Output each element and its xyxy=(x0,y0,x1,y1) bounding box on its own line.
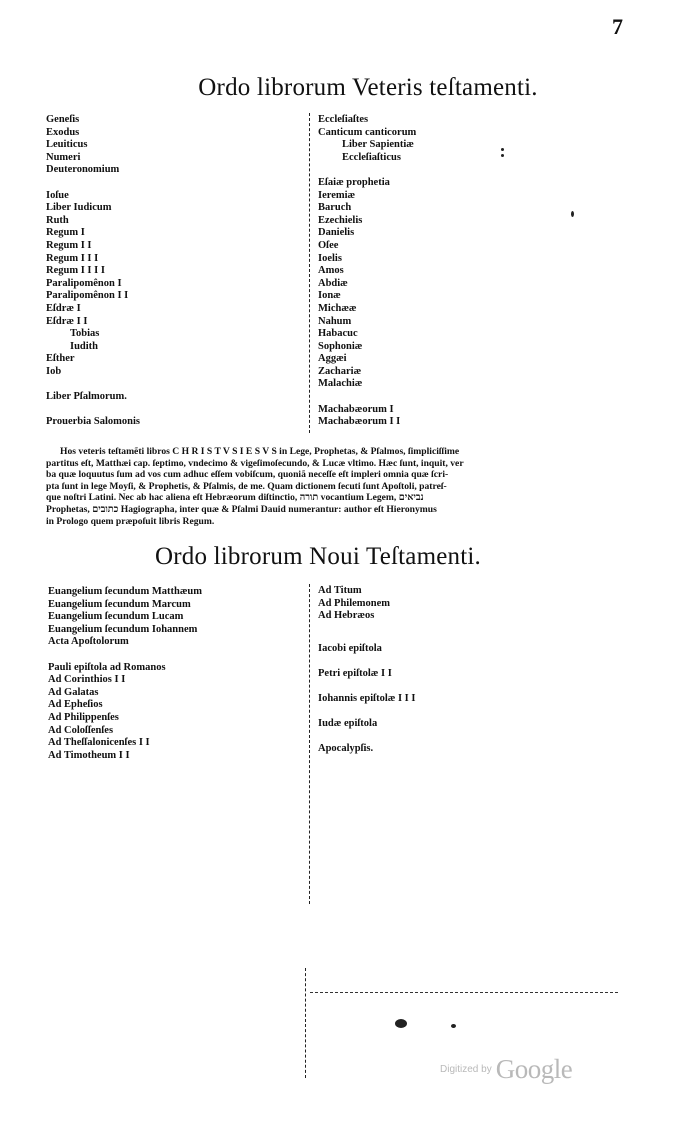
ot-book: Iob xyxy=(46,365,62,377)
ot-book: Liber Sapientiæ xyxy=(342,139,414,151)
ot-title: Ordo librorum Veteris teſtamenti. xyxy=(198,74,538,101)
page-number: 7 xyxy=(612,14,623,39)
ot-book: Regum I I xyxy=(46,239,92,251)
ot-book: Sophoniæ xyxy=(318,340,363,352)
commentary-paragraph xyxy=(46,446,574,527)
ot-book: Geneſis xyxy=(46,114,80,125)
nt-right-column xyxy=(318,585,415,759)
ot-book: Abdiæ xyxy=(318,277,348,289)
nt-book: Ad Corinthios I I xyxy=(48,674,126,686)
ot-book: Eccleſiaſtes xyxy=(318,114,369,125)
ot-book: Regum I xyxy=(46,227,85,239)
ot-book: Tobias xyxy=(70,328,100,340)
watermark-prefix: Digitized by xyxy=(440,1064,492,1075)
ink-speck xyxy=(501,154,504,157)
nt-gap xyxy=(48,649,202,662)
nt-book: Euangelium ſecundum Iohannem xyxy=(48,623,198,635)
nt-book: Ad Timotheum I I xyxy=(48,749,130,761)
ot-book: Regum I I I xyxy=(46,252,99,264)
nt-book: Ad Theſſalonicenſes I I xyxy=(48,737,150,749)
ot-gap xyxy=(318,391,416,404)
nt-book: Petri epiſtolæ I I xyxy=(318,667,392,679)
ot-book: Machabæorum I I xyxy=(318,416,401,428)
nt-title: Ordo librorum Noui Teſtamenti. xyxy=(155,543,481,570)
nt-book: Euangelium ſecundum Marcum xyxy=(48,598,191,610)
ot-book: Oſee xyxy=(318,239,339,251)
ot-book: Eſther xyxy=(46,353,75,365)
ot-book: Ieremiæ xyxy=(318,189,356,201)
ot-book: Danielis xyxy=(318,227,355,239)
nt-book: Ad Titum xyxy=(318,585,362,596)
ink-speck xyxy=(395,1019,407,1028)
bottom-divider xyxy=(305,968,306,1078)
nt-book: Ad Epheſios xyxy=(48,699,103,711)
ot-book: Prouerbia Salomonis xyxy=(46,416,141,428)
ot-book: Numeri xyxy=(46,151,81,163)
ot-book: Exodus xyxy=(46,126,80,138)
ot-book: Liber Iudicum xyxy=(46,202,112,214)
nt-left-column xyxy=(48,586,202,762)
ot-gap xyxy=(318,164,416,177)
ot-book: Liber Pſalmorum. xyxy=(46,391,127,403)
ot-book: Canticum canticorum xyxy=(318,126,417,138)
nt-book: Acta Apoſtolorum xyxy=(48,636,129,648)
nt-book: Euangelium ſecundum Matthæum xyxy=(48,586,203,597)
ink-speck xyxy=(571,211,574,217)
nt-book: Ad Philippenſes xyxy=(48,711,119,723)
ot-gap xyxy=(46,177,140,190)
paragraph-line: in Prologo quem præpoſuit libris Regum. xyxy=(46,515,215,527)
nt-book: Ad Galatas xyxy=(48,686,99,698)
ot-book: Ioelis xyxy=(318,252,342,264)
paragraph-line: Prophetas, כתובים Hagiographa, inter quæ & Pſalmi Dauid numerantur: author eſt Hieronymus xyxy=(46,503,437,515)
google-watermark xyxy=(440,1054,572,1085)
nt-book: Iohannis epiſtolæ I I I xyxy=(318,692,416,704)
nt-book: Iudæ epiſtola xyxy=(318,717,378,729)
ot-book: Aggæi xyxy=(318,353,347,365)
nt-book: Iacobi epiſtola xyxy=(318,642,382,654)
paragraph-line: pta ſunt in lege Moyſi, & Prophetis, & Pſalmis, de me. Quam dictionem ſecuti ſunt Apoſtoli, patreſ- xyxy=(46,480,447,492)
ot-book: Eſdræ I I xyxy=(46,315,88,327)
ot-book: Malachiæ xyxy=(318,378,363,390)
ot-book: Eſaiæ prophetia xyxy=(318,176,390,188)
ot-book: Habacuc xyxy=(318,328,358,340)
ot-book: Machabæorum I xyxy=(318,403,394,415)
ot-book: Ruth xyxy=(46,214,69,226)
ot-book: Nahum xyxy=(318,315,352,327)
ot-right-column xyxy=(318,114,416,429)
ink-speck xyxy=(501,148,504,151)
bottom-rule xyxy=(310,992,618,993)
ot-book: Regum I I I I xyxy=(46,265,105,277)
nt-book: Apocalypſis. xyxy=(318,742,374,754)
nt-book: Ad Coloſſenſes xyxy=(48,724,114,736)
nt-gap xyxy=(318,623,415,639)
google-logo: Google xyxy=(495,1054,573,1084)
ot-book: Baruch xyxy=(318,202,352,214)
ot-gap xyxy=(46,378,140,391)
ot-book: Eſdræ I xyxy=(46,302,81,314)
nt-book: Ad Philemonem xyxy=(318,597,391,609)
ot-gap xyxy=(46,404,140,417)
ot-book: Ionæ xyxy=(318,290,341,302)
ot-book: Iudith xyxy=(70,340,99,352)
ot-book: Paralipomênon I xyxy=(46,277,122,289)
ot-book: Amos xyxy=(318,265,344,277)
nt-book: Ad Hebræos xyxy=(318,610,375,622)
ot-book: Ezechielis xyxy=(318,214,363,226)
paragraph-line: Hos veteris teſtamẽti libros C H R I S T V S I E S V S in Lege, Prophetas, & Pſalmos, ſimpliciſſime xyxy=(60,446,460,457)
ink-speck xyxy=(451,1024,456,1028)
paragraph-line: que noſtri Latini. Nec ab hac aliena eſt Hebræorum diſtinctio, תורה vocantium Legem, נביאים xyxy=(46,492,424,504)
paragraph-line: ba quæ loquutus ſum ad vos cum adhuc eſſem vobiſcum, quoniã neceſſe eſt impleri omnia quæ ſcri- xyxy=(46,469,449,481)
ot-book: Paralipomênon I I xyxy=(46,290,129,302)
paragraph-line: partitus eſt, Matthæi cap. ſeptimo, vndecimo & vigeſimoſecundo, & Lucæ vltimo. Hæc ſunt, inquit, ver xyxy=(46,457,464,469)
nt-column-divider xyxy=(309,584,310,904)
nt-book: Euangelium ſecundum Lucam xyxy=(48,611,184,623)
ot-book: Eccleſiaſticus xyxy=(342,151,401,163)
nt-book: Pauli epiſtola ad Romanos xyxy=(48,661,166,673)
ot-book: Leuiticus xyxy=(46,139,88,151)
ot-book: Deuteronomium xyxy=(46,164,120,176)
ot-book: Michææ xyxy=(318,302,357,314)
ot-book: Zachariæ xyxy=(318,365,362,377)
ot-left-column xyxy=(46,114,140,429)
ot-book: Ioſue xyxy=(46,189,69,201)
ot-column-divider xyxy=(309,113,310,433)
